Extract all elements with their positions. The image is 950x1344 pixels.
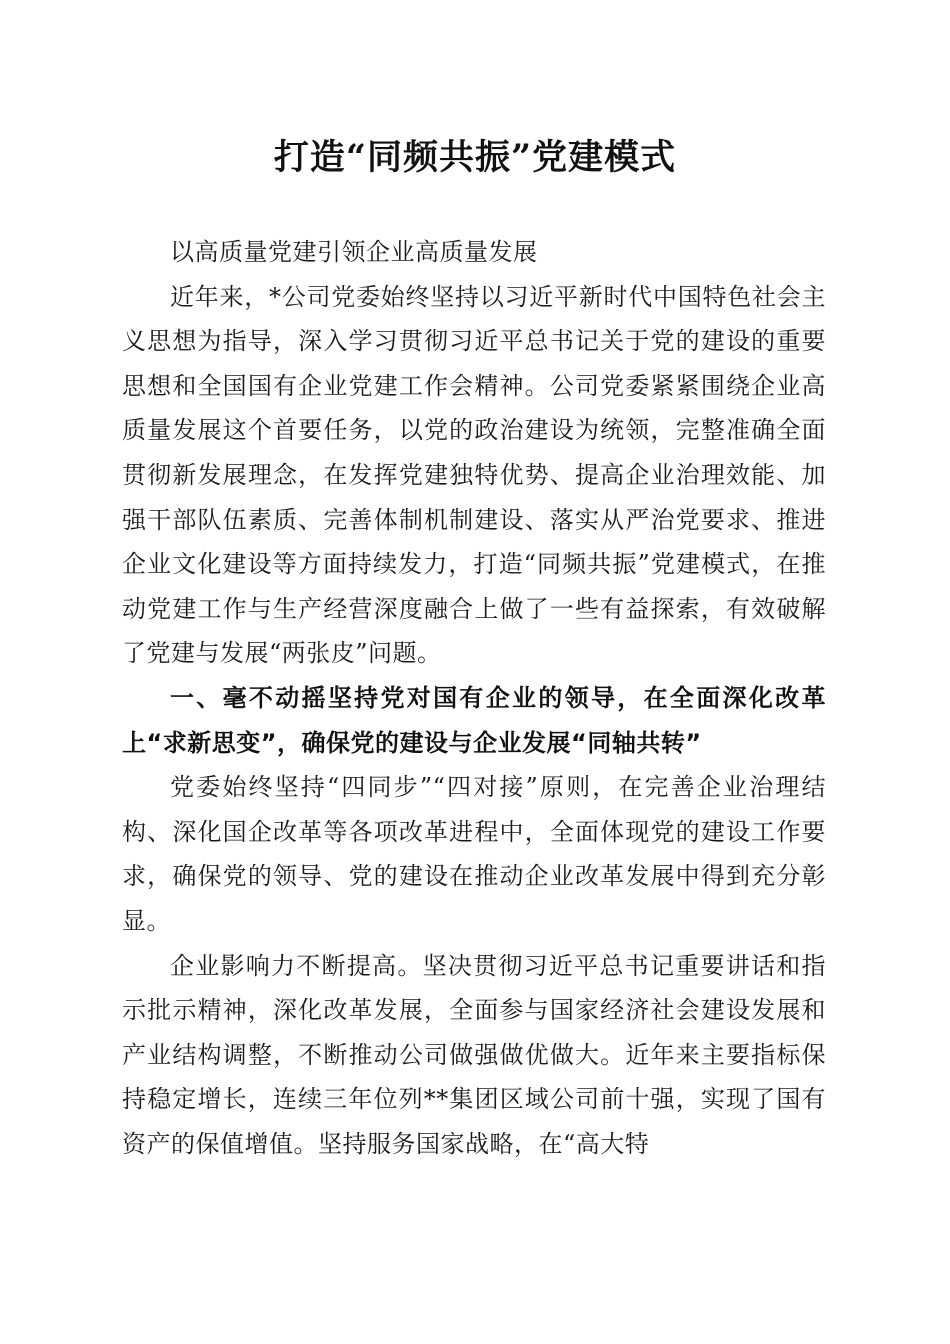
section-paragraph: 企业影响力不断提高。坚决贯彻习近平总书记重要讲话和指示批示精神，深化改革发展，全面参与国家经济社会建设发展和产业结构调整，不断推动公司做强做优做大。近年来主要指标保持稳定增长，连续三年位列**集团区域公司前十强，实现了国有资产的保值增值。坚持服务国家战略，在“高大特 xyxy=(122,951,826,1158)
section-paragraph: 党委始终坚持“四同步”“四对接”原则，在完善企业治理结构、深化国企改革等各项改革进程中，全面体现党的建设工作要求，确保党的领导、党的建设在推动企业改革发展中得到充分彰显。 xyxy=(122,773,826,935)
section-heading: 一、毫不动摇坚持党对国有企业的领导，在全面深化改革上“求新思变”，确保党的建设与企业发展“同轴共转” xyxy=(122,683,826,757)
intro-paragraph: 近年来，*公司党委始终坚持以习近平新时代中国特色社会主义思想为指导，深入学习贯彻习近平总书记关于党的建设的重要思想和全国国有企业党建工作会精神。公司党委紧紧围绕企业高质量发展这个首要任务，以党的政治建设为统领，完整准确全面贯彻新发展理念，在发挥党建独特优势、提高企业治理效能、加强干部队伍素质、完善体制机制建设、落实从严治党要求、推进企业文化建设等方面持续发力，打造“同频共振”党建模式，在推动党建工作与生产经营深度融合上做了一些有益探索，有效破解了党建与发展“两张皮”问题。 xyxy=(122,282,826,668)
subtitle-paragraph: 以高质量党建引领企业高质量发展 xyxy=(170,238,538,266)
document-body xyxy=(122,230,826,1166)
document-title: 打造“同频共振”党建模式 xyxy=(273,137,677,178)
